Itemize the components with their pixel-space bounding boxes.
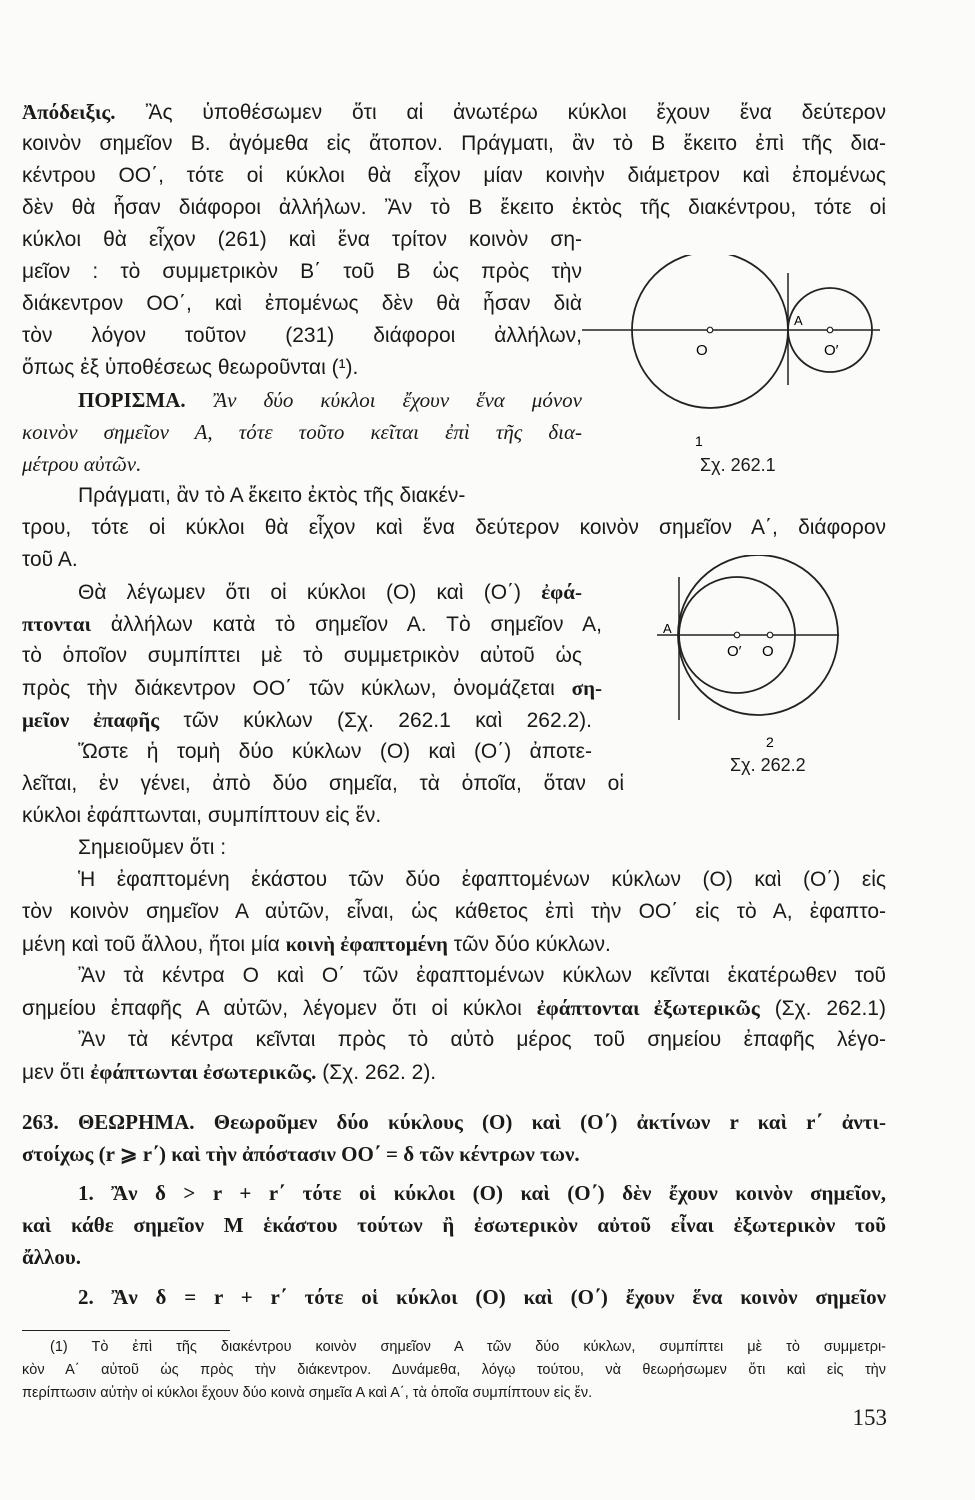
theorem-line: καὶ κάθε σημεῖον Μ ἑκάστου τούτων ἢ ἐσωτερικὸν αὐτοῦ εἶναι ἐξωτερικὸν τοῦ (22, 1213, 886, 1237)
figure-number: 1 (695, 433, 703, 449)
theorem-line: ἄλλου. (22, 1245, 82, 1269)
text-span: τῶν κύκλων (Σχ. 262.1 καὶ 262.2). (183, 709, 592, 732)
bold-term: πτονται (22, 612, 91, 636)
text-line (22, 992, 886, 1024)
text-line: κέντρου ΟΟ΄, τότε οἱ κύκλοι θὰ εἶχον μίαν κοινὴν διάμετρον καὶ ἐπομένως (22, 164, 886, 187)
text-span: τῶν δύο κύκλων. (453, 933, 611, 956)
text-line (22, 704, 592, 736)
text-span: μεν ὅτι (22, 1061, 85, 1084)
text-line (22, 96, 886, 128)
theorem-line: 263. ΘΕΩΡΗΜΑ. Θεωροῦμεν δύο κύκλους (Ο) καὶ (Ο΄) ἀκτίνων r καὶ r΄ ἀντι- (22, 1110, 886, 1134)
text-span: Ἂς ὑποθέσωμεν ὅτι αἱ ἀνωτέρω κύκλοι ἔχουν ἕνα δεύτερον (145, 101, 886, 124)
point-O (707, 327, 713, 333)
figure-caption: Σχ. 262.2 (730, 755, 806, 775)
text-line: Ἂν τὰ κέντρα κεῖνται πρὸς τὸ αὐτὸ μέρος τοῦ σημείου ἐπαφῆς λέγο- (78, 1028, 886, 1051)
text-span: (Σχ. 262. 2). (322, 1061, 437, 1084)
label-A: A (663, 621, 672, 636)
text-line: Πράγματι, ἂν τὸ Α ἔκειτο ἐκτὸς τῆς διακέν- (78, 484, 466, 507)
figure-262-2 (655, 555, 865, 765)
theorem-line: 2. Ἂν δ = r + r΄ τότε οἱ κύκλοι (Ο) καὶ (Ο΄) ἔχουν ἕνα κοινὸν σημεῖον (78, 1285, 886, 1309)
footnote-line: περίπτωσιν αὐτὴν οἱ κύκλοι ἔχουν δύο κοινὰ σημεῖα Α καὶ Α΄, τὰ ὁποῖα συμπίπτουν εἰς ἕν. (22, 1385, 593, 1401)
text-line (22, 576, 582, 608)
text-line: κύκλοι ἐφάπτωνται, συμπίπτουν εἰς ἕν. (22, 804, 382, 827)
label-O: O (762, 643, 774, 660)
text-line: τὸν λόγον τοῦτον (231) διάφοροι ἀλλήλων, (22, 324, 582, 347)
text-line: τοῦ Α. (22, 548, 78, 571)
bold-term: ση- (571, 676, 602, 700)
text-span: (Σχ. 262.1) (774, 997, 886, 1020)
text-line: κύκλοι θὰ εἶχον (261) καὶ ἕνα τρίτον κοινὸν ση- (22, 228, 582, 251)
text-line: Ἡ ἐφαπτομένη ἑκάστου τῶν δύο ἐφαπτομένων κύκλων (Ο) καὶ (Ο΄) εἰς (78, 868, 886, 891)
text-span: Ἂν δύο κύκλοι ἔχουν ἕνα μόνον (213, 388, 582, 412)
text-span: ἀλλήλων κατὰ τὸ σημεῖον Α. Τὸ σημεῖον Α, (110, 613, 602, 636)
theorem-line: 1. Ἂν δ > r + r΄ τότε οἱ κύκλοι (Ο) καὶ (Ο΄) δὲν ἔχουν κοινὸν σημεῖον, (78, 1181, 886, 1205)
figure-number: 2 (766, 734, 774, 750)
text-span: Θὰ λέγωμεν ὅτι οἱ κύκλοι (Ο) καὶ (Ο΄) (78, 581, 522, 604)
text-line: κοινὸν σημεῖον Β. ἀγόμεθα εἰς ἄτοπον. Πράγματι, ἂν τὸ Β ἔκειτο ἐπὶ τῆς δια- (22, 132, 886, 155)
label-O: O (696, 342, 708, 359)
point-O-prime (827, 327, 833, 333)
text-line (22, 608, 602, 640)
text-span: πρὸς τὴν διάκεντρον ΟΟ΄ τῶν κύκλων, ὀνομάζεται (22, 677, 555, 700)
porisma-label: ΠΟΡΙΣΜΑ. (78, 388, 186, 412)
text-line: λεῖται, ἐν γένει, ἀπὸ δύο σημεῖα, τὰ ὁποῖα, ὅταν οἱ (22, 772, 624, 795)
bold-term: κοινὴ ἐφαπτομένη (285, 932, 448, 956)
text-line: ὅπως ἐξ ὑποθέσεως θεωροῦνται (¹). (22, 356, 359, 379)
text-line (22, 672, 602, 704)
text-line: μεῖον : τὸ συμμετρικὸν Β΄ τοῦ Β ὡς πρὸς τὴν (22, 260, 582, 283)
footnote-line: κὸν Α΄ αὐτοῦ ὡς πρὸς τὴν διάκεντρον. Δυνάμεθα, λόγῳ τούτου, νὰ θεωρήσωμεν ὅτι καὶ εἰς τὴν (22, 1362, 886, 1378)
page-number: 153 (852, 1405, 887, 1430)
label-O-prime: O′ (727, 643, 742, 660)
text-line (22, 928, 886, 961)
bold-term: ἐφά- (541, 580, 582, 604)
text-line: Ἂν τὰ κέντρα Ο καὶ Ο΄ τῶν ἐφαπτομένων κύκλων κεῖνται ἑκατέρωθεν τοῦ (78, 964, 886, 987)
footnote-rule (22, 1330, 230, 1331)
label-O-prime: O′ (824, 342, 839, 359)
point-O-prime (734, 632, 740, 638)
theorem-line: στοίχως (r ⩾ r΄) καὶ τὴν ἀπόστασιν ΟΟ΄ = δ τῶν κέντρων των. (22, 1142, 580, 1166)
text-line: τὸ ὁποῖον συμπίπτει μὲ τὸ συμμετρικὸν αὐτοῦ ὡς (22, 644, 582, 667)
text-line (22, 1056, 886, 1089)
text-line: Σημειοῦμεν ὅτι : (78, 836, 227, 859)
footnote-line: (1) Τὸ ἐπὶ τῆς διακέντρου κοινὸν σημεῖον Α τῶν δύο κύκλων, συμπίπτει μὲ τὸ συμμετρι- (50, 1339, 886, 1355)
text-line: Ὥστε ἡ τομὴ δύο κύκλων (Ο) καὶ (Ο΄) ἀποτε- (78, 740, 592, 763)
text-line: δὲν θὰ ἦσαν διάφοροι ἀλλήλων. Ἂν τὸ Β ἔκειτο ἐκτὸς τῆς διακέντρου, τότε οἱ (22, 196, 886, 219)
text-span: μένη καὶ τοῦ ἄλλου, ἤτοι μία (22, 933, 280, 956)
bold-term: ἐφάπτονται ἐξωτερικῶς (536, 996, 760, 1020)
figure-262-1 (580, 255, 890, 455)
text-line: μέτρου αὐτῶν. (22, 452, 142, 476)
text-span: σημείου ἐπαφῆς Α αὐτῶν, λέγομεν ὅτι οἱ κύκλοι (22, 997, 522, 1020)
text-line: τὸν κοινὸν σημεῖον Α αὐτῶν, εἶναι, ὡς κάθετος ἐπὶ τὴν ΟΟ΄ εἰς τὸ Α, ἐφαπτο- (22, 900, 886, 923)
text-line: διάκεντρον ΟΟ΄, καὶ ἐπομένως δὲν θὰ ἦσαν διὰ (22, 292, 582, 315)
label-A: A (794, 313, 803, 328)
text-line: κοινὸν σημεῖον Α, τότε τοῦτο κεῖται ἐπὶ τῆς δια- (22, 420, 582, 444)
figure-caption: Σχ. 262.1 (700, 455, 776, 475)
bold-term: ἐφάπτωνται ἐσωτερικῶς. (90, 1060, 317, 1084)
proof-label: Ἀπόδειξις. (22, 100, 116, 124)
text-line: τρου, τότε οἱ κύκλοι θὰ εἶχον καὶ ἕνα δεύτερον κοινὸν σημεῖον Α΄, διάφορον (22, 516, 886, 539)
text-line (22, 384, 582, 416)
bold-term: μεῖον ἐπαφῆς (22, 708, 160, 732)
point-O (767, 632, 773, 638)
